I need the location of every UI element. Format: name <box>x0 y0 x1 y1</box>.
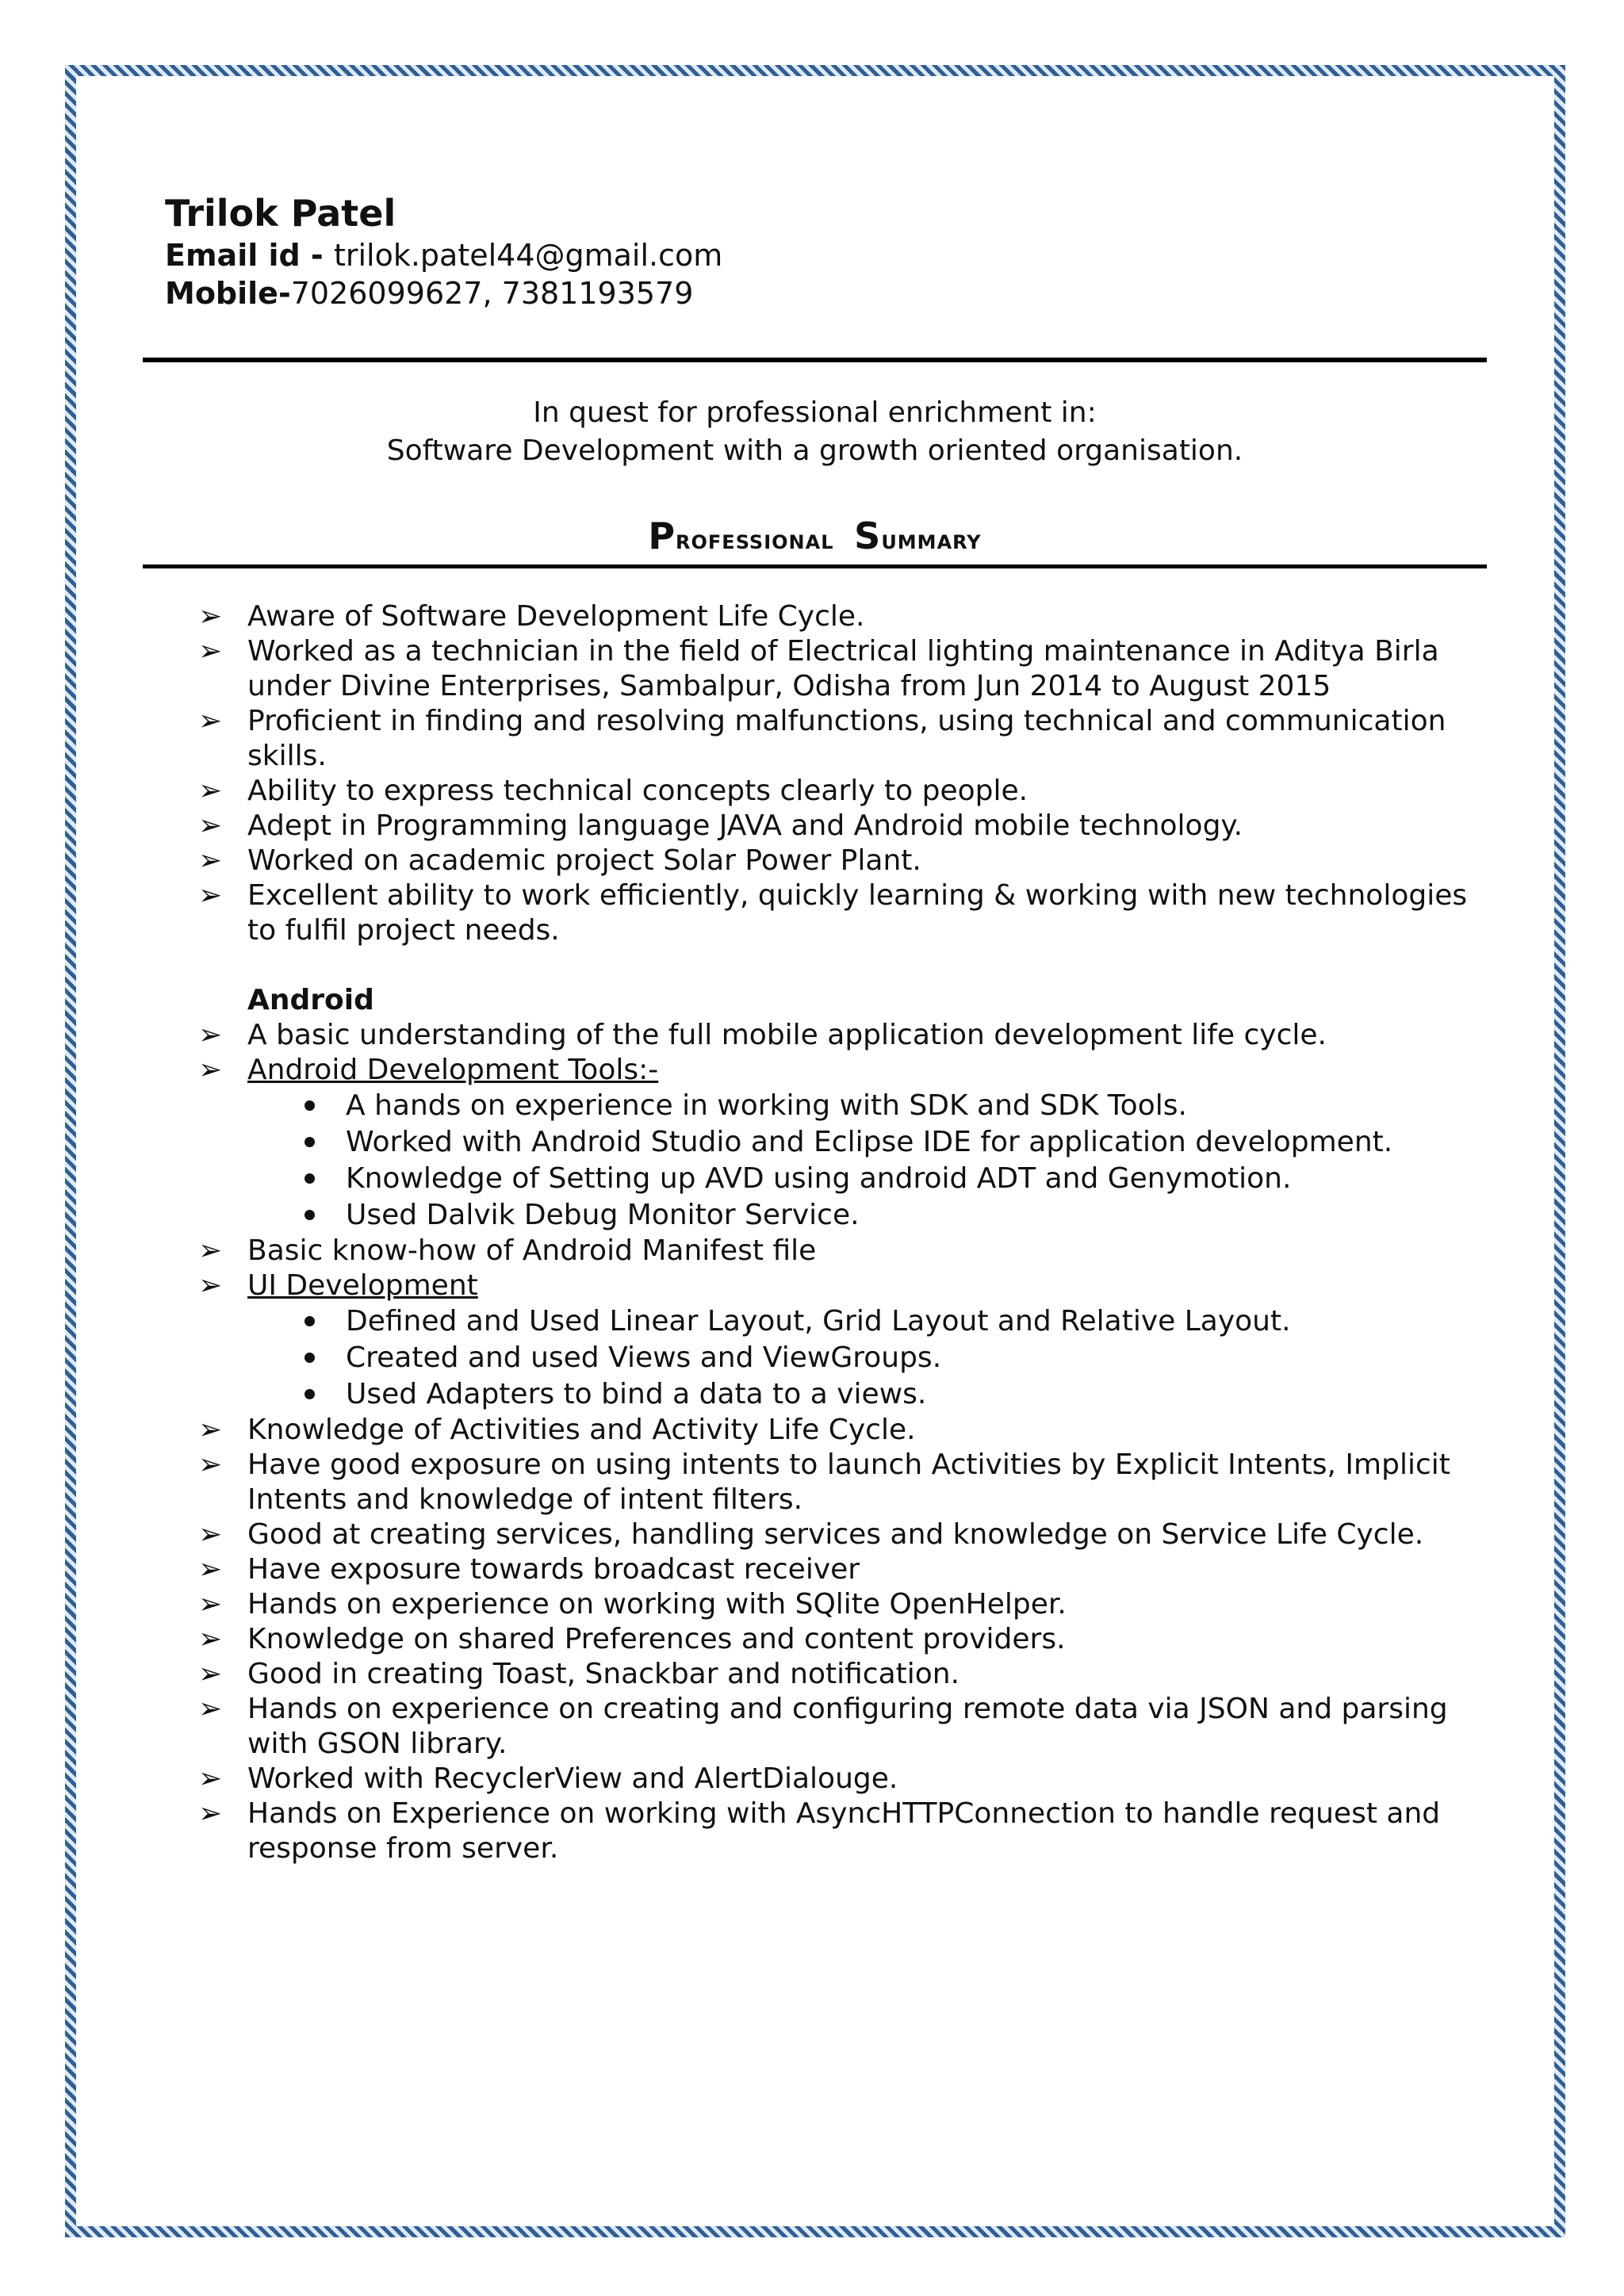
list-item: ➢ Hands on experience on working with SQlite OpenHelper. <box>198 1588 1067 1621</box>
summary-content <box>198 599 1499 1866</box>
arrow-bullet-icon: ➢ <box>198 1019 223 1051</box>
objective-line-1: In quest for professional enrichment in: <box>533 396 1097 429</box>
dot-bullet-icon <box>304 1100 315 1111</box>
list-item: ➢ Worked with RecyclerView and AlertDialouge. <box>198 1762 898 1795</box>
dot-bullet-icon <box>304 1353 315 1363</box>
list-item: Created and used Views and ViewGroups. <box>297 1340 1499 1376</box>
section-title-professional-summary: Professional Summary <box>648 515 982 557</box>
email-address: trilok.patel44@gmail.com <box>333 238 723 273</box>
mobile-numbers: 7026099627, 7381193579 <box>290 276 694 311</box>
dot-bullet-icon <box>304 1316 315 1326</box>
email-label: Email id - <box>165 238 334 273</box>
list-item: ➢ Worked as a technician in the field of Electrical lighting maintenance in Aditya Birla under Divine Enterprises, Sambalpur, Odisha from Jun 2014 to August 2015 <box>198 635 1439 702</box>
arrow-bullet-icon: ➢ <box>198 1448 223 1481</box>
resume-header <box>165 190 722 312</box>
arrow-bullet-icon: ➢ <box>198 1623 223 1655</box>
arrow-bullet-icon: ➢ <box>198 1414 223 1446</box>
dot-bullet-icon <box>304 1389 315 1399</box>
arrow-bullet-icon: ➢ <box>198 809 223 842</box>
arrow-bullet-icon: ➢ <box>198 775 223 807</box>
arrow-bullet-icon: ➢ <box>198 1518 223 1551</box>
arrow-bullet-icon: ➢ <box>198 1762 223 1795</box>
arrow-bullet-icon: ➢ <box>198 600 223 633</box>
arrow-bullet-icon: ➢ <box>198 705 223 737</box>
list-item: ➢ Aware of Software Development Life Cycle. <box>198 600 865 633</box>
dot-bullet-icon <box>304 1210 315 1220</box>
arrow-bullet-icon: ➢ <box>198 879 223 912</box>
summary-divider <box>143 564 1487 568</box>
list-item: ➢ Good in creating Toast, Snackbar and notification. <box>198 1658 960 1690</box>
candidate-name: Trilok Patel <box>165 192 396 235</box>
arrow-bullet-icon: ➢ <box>198 1693 223 1725</box>
arrow-bullet-icon: ➢ <box>198 1269 223 1302</box>
list-item: Used Dalvik Debug Monitor Service. <box>297 1197 1499 1234</box>
objective-line-2: Software Development with a growth oriented organisation. <box>386 434 1243 467</box>
list-item: ➢ Basic know-how of Android Manifest file <box>198 1234 817 1267</box>
ui-label: UI Development <box>247 1269 478 1302</box>
ui-sublist <box>198 1303 1499 1413</box>
mobile-line <box>165 274 722 312</box>
android-list-3 <box>198 1413 1499 1866</box>
list-item: ➢ Knowledge on shared Preferences and content providers. <box>198 1623 1066 1655</box>
list-item: ➢ Have good exposure on using intents to launch Activities by Explicit Intents, Implicit Intents and knowledge of intent filters. <box>198 1448 1450 1516</box>
list-item: ➢ Knowledge of Activities and Activity Life Cycle. <box>198 1414 916 1446</box>
arrow-bullet-icon: ➢ <box>198 1658 223 1690</box>
list-item: ➢ Good at creating services, handling services and knowledge on Service Life Cycle. <box>198 1518 1424 1551</box>
tools-label: Android Development Tools:- <box>247 1054 659 1086</box>
list-item: ➢ Proficient in finding and resolving malfunctions, using technical and communication skills. <box>198 705 1446 772</box>
mobile-label: Mobile- <box>165 276 291 311</box>
android-list-2 <box>198 1234 1499 1303</box>
tools-sublist <box>198 1088 1499 1234</box>
dot-bullet-icon <box>304 1173 315 1184</box>
list-item: ➢ Hands on experience on creating and configuring remote data via JSON and parsing with GSON library. <box>198 1693 1448 1760</box>
list-item: ➢ Worked on academic project Solar Power Plant. <box>198 844 921 877</box>
list-item: ➢ Ability to express technical concepts clearly to people. <box>198 775 1028 807</box>
dot-bullet-icon <box>304 1137 315 1147</box>
list-item: ➢ A basic understanding of the full mobile application development life cycle. <box>198 1019 1327 1051</box>
arrow-bullet-icon: ➢ <box>198 844 223 877</box>
arrow-bullet-icon: ➢ <box>198 1234 223 1267</box>
list-item: ➢ Hands on Experience on working with AsyncHTTPConnection to handle request and response from server. <box>198 1797 1441 1865</box>
list-item: Knowledge of Setting up AVD using android ADT and Genymotion. <box>297 1161 1499 1197</box>
android-list <box>198 1018 1499 1088</box>
list-item: ➢ Excellent ability to work efficiently, quickly learning & working with new technologies to fulfil project needs. <box>198 879 1468 947</box>
list-item <box>198 1269 1499 1303</box>
arrow-bullet-icon: ➢ <box>198 1054 223 1086</box>
list-item: ➢ Have exposure towards broadcast receiver <box>198 1553 860 1586</box>
list-item: Used Adapters to bind a data to a views. <box>297 1376 1499 1413</box>
email-line <box>165 236 722 274</box>
summary-list <box>198 599 1499 948</box>
list-item: Defined and Used Linear Layout, Grid Layout and Relative Layout. <box>297 1303 1499 1340</box>
android-heading: Android <box>247 984 374 1016</box>
arrow-bullet-icon: ➢ <box>198 1588 223 1621</box>
arrow-bullet-icon: ➢ <box>198 1553 223 1586</box>
list-item: ➢ Adept in Programming language JAVA and Android mobile technology. <box>198 809 1243 842</box>
header-divider <box>143 358 1487 362</box>
list-item: A hands on experience in working with SDK and SDK Tools. <box>297 1088 1499 1124</box>
list-item: Worked with Android Studio and Eclipse IDE for application development. <box>297 1124 1499 1161</box>
list-item <box>198 1053 1499 1088</box>
arrow-bullet-icon: ➢ <box>198 1797 223 1830</box>
career-objective <box>143 394 1487 470</box>
arrow-bullet-icon: ➢ <box>198 635 223 668</box>
